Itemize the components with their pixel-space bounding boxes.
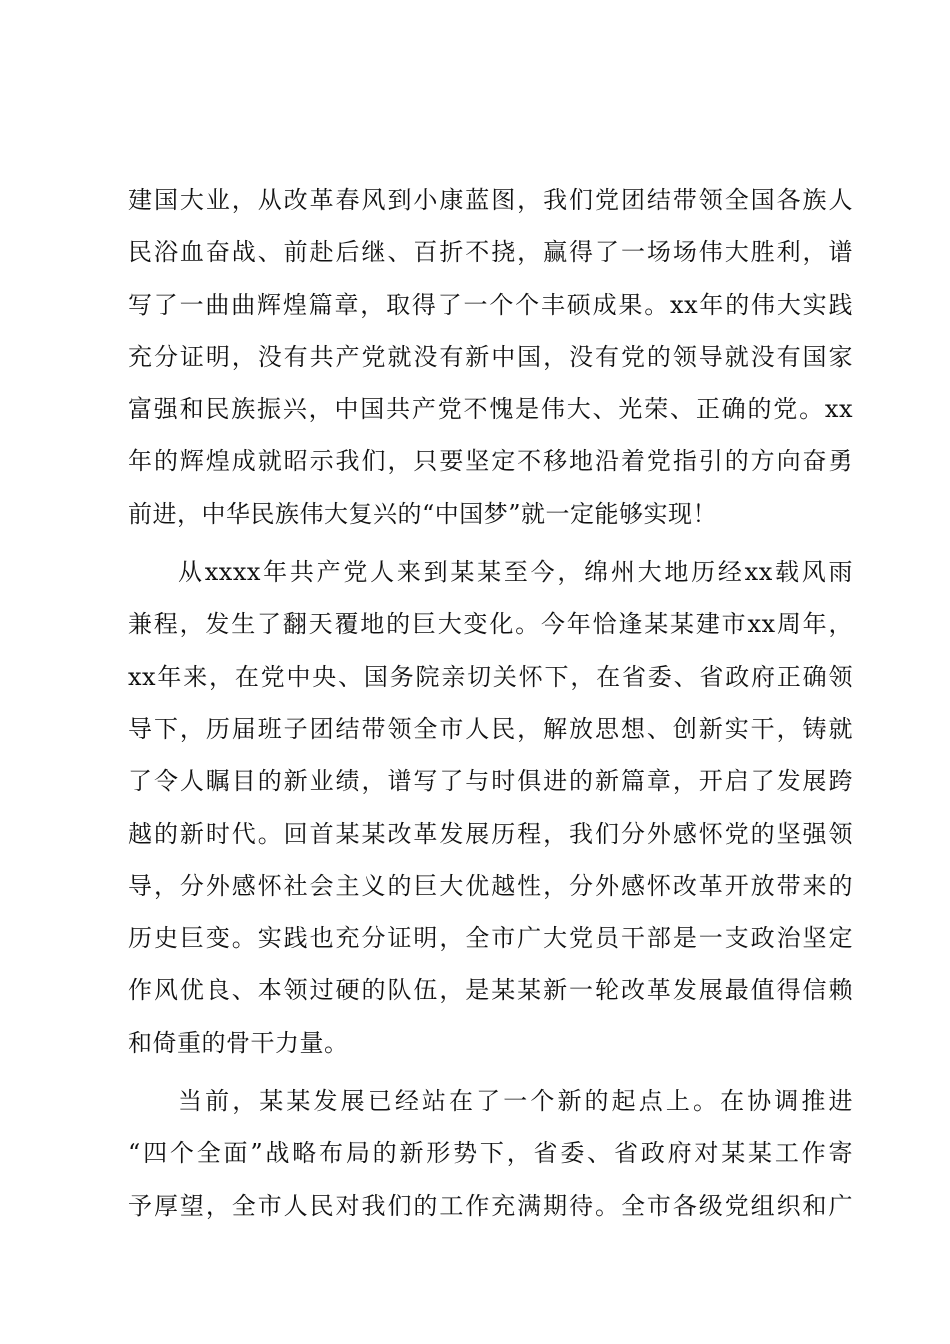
text-line: 予厚望，全市人民对我们的工作充满期待。全市各级党组织和广	[128, 1191, 853, 1220]
text-line: 越的新时代。回首某某改革发展历程，我们分外感怀党的坚强领	[128, 819, 853, 848]
document-body	[128, 174, 853, 1232]
text-line: 从xxxx年共产党人来到某某至今，绵州大地历经xx载风雨	[178, 558, 853, 587]
paragraph	[128, 1075, 853, 1232]
paragraph	[128, 174, 853, 540]
text-line: 建国大业，从改革春风到小康蓝图，我们党团结带领全国各族人	[128, 186, 853, 214]
text-line: 兼程，发生了翻天覆地的巨大变化。今年恰逢某某建市xx周年，	[128, 610, 853, 639]
text-line: 前进，中华民族伟大复兴的“中国梦”就一定能够实现！	[128, 499, 718, 528]
text-line: 导下，历届班子团结带领全市人民，解放思想、创新实干，铸就	[128, 714, 853, 743]
text-line: 当前，某某发展已经站在了一个新的起点上。在协调推进	[178, 1087, 853, 1116]
text-line: 和倚重的骨干力量。	[128, 1028, 349, 1057]
text-line: 充分证明，没有共产党就没有新中国，没有党的领导就没有国家	[128, 342, 853, 371]
text-line: 写了一曲曲辉煌篇章，取得了一个个丰硕成果。xx年的伟大实践	[128, 290, 853, 319]
text-line: 了令人瞩目的新业绩，谱写了与时俱进的新篇章，开启了发展跨	[128, 767, 853, 796]
text-line: 导，分外感怀社会主义的巨大优越性，分外感怀改革开放带来的	[128, 871, 853, 900]
text-line: 民浴血奋战、前赴后继、百折不挠，赢得了一场场伟大胜利，谱	[128, 238, 853, 267]
text-line: 年的辉煌成就昭示我们，只要坚定不移地沿着党指引的方向奋勇	[128, 447, 853, 476]
text-line: 作风优良、本领过硬的队伍，是某某新一轮改革发展最值得信赖	[128, 976, 853, 1005]
text-line: “四个全面”战略布局的新形势下，省委、省政府对某某工作寄	[128, 1139, 853, 1168]
text-line: xx年来，在党中央、国务院亲切关怀下，在省委、省政府正确领	[128, 662, 853, 691]
paragraph	[128, 546, 853, 1069]
text-line: 富强和民族振兴，中国共产党不愧是伟大、光荣、正确的党。xx	[128, 395, 853, 424]
text-line: 历史巨变。实践也充分证明，全市广大党员干部是一支政治坚定	[128, 924, 853, 953]
